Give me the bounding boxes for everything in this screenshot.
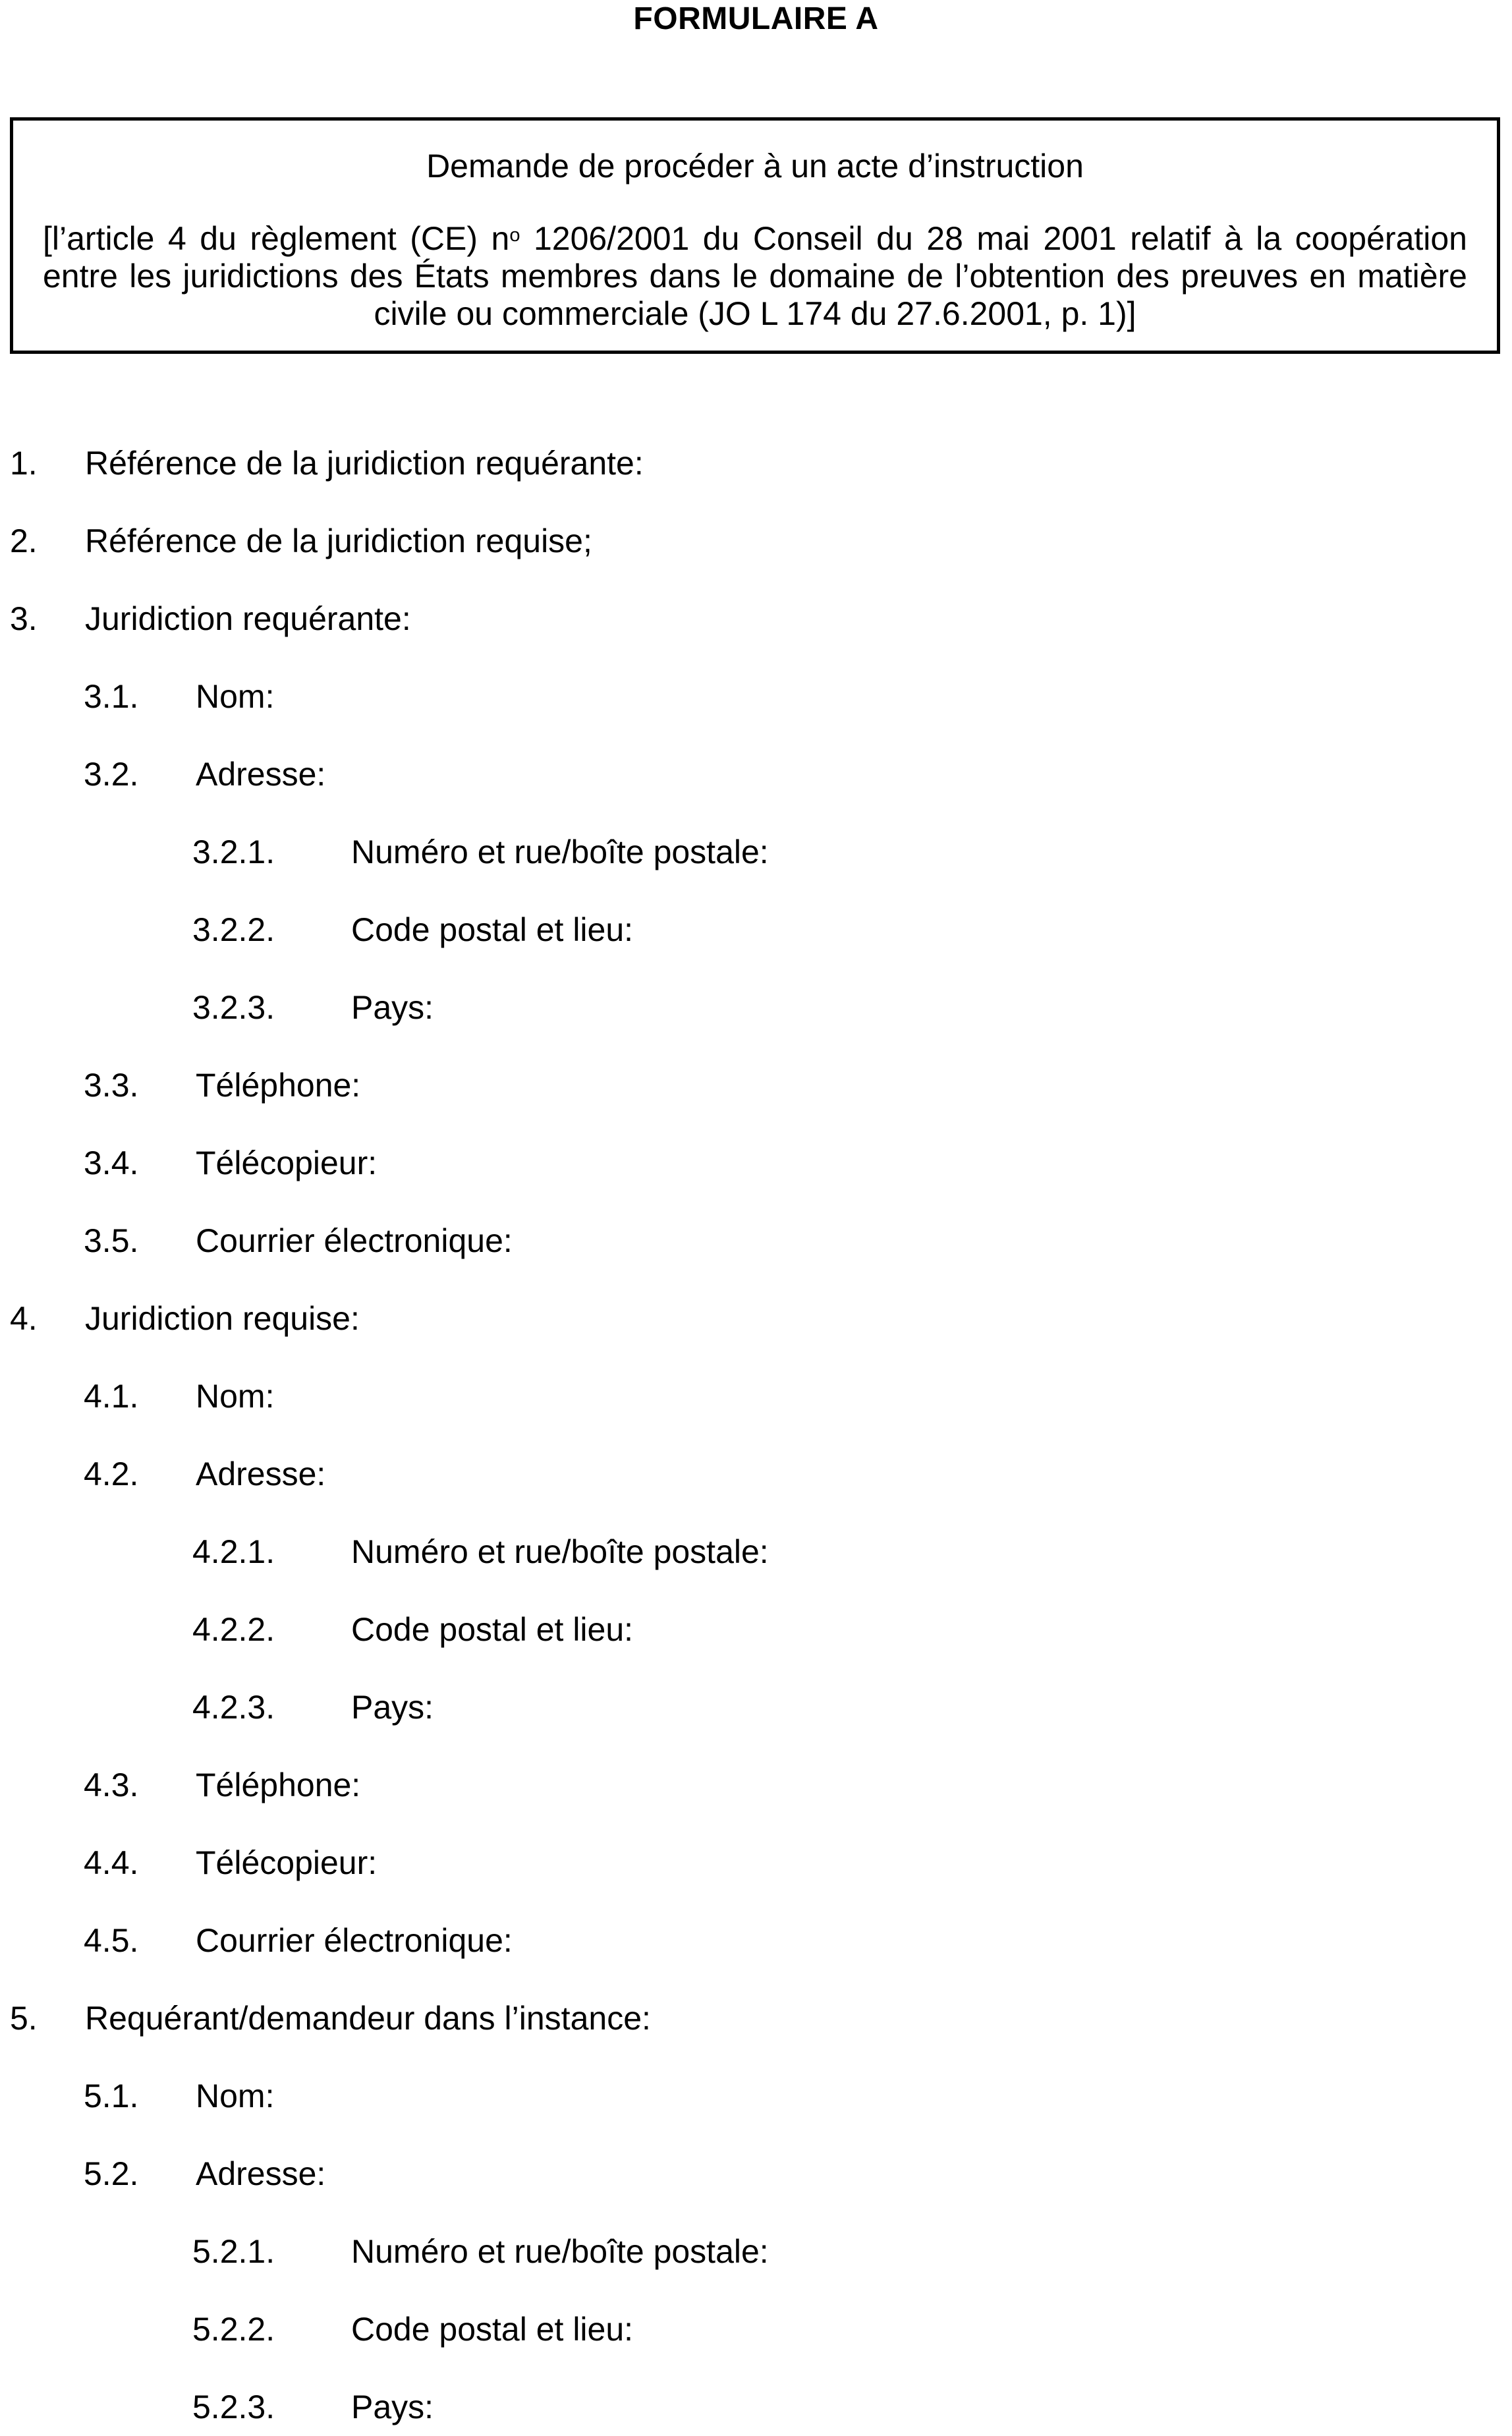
item-number: 5.2.1. xyxy=(192,2233,275,2270)
form-item xyxy=(0,1301,1512,1336)
item-label: Numéro et rue/boîte postale: xyxy=(351,1533,769,1570)
reference-text: [l’article 4 du règlement (CE) n xyxy=(43,220,510,257)
item-number: 4.1. xyxy=(84,1378,139,1415)
form-item xyxy=(0,913,1512,947)
form-item xyxy=(0,2079,1512,2113)
form-item xyxy=(0,1768,1512,1802)
form-item xyxy=(0,524,1512,558)
item-label: Juridiction requérante: xyxy=(85,600,411,637)
form-item xyxy=(0,446,1512,480)
item-label: Référence de la juridiction requérante: xyxy=(85,445,644,482)
reference-text: civile ou commerciale (JO L 174 du 27.6.2001, p. 1)] xyxy=(374,295,1136,332)
item-number: 3.2.3. xyxy=(192,989,275,1026)
item-number: 3.3. xyxy=(84,1067,139,1104)
item-label: Adresse: xyxy=(196,1456,326,1492)
superscript-ordinal: o xyxy=(509,224,520,246)
item-number: 4.5. xyxy=(84,1922,139,1959)
item-label: Numéro et rue/boîte postale: xyxy=(351,834,769,870)
item-label: Pays: xyxy=(351,2389,434,2425)
form-item xyxy=(0,2001,1512,2035)
item-number: 5.1. xyxy=(84,2078,139,2114)
item-number: 4.3. xyxy=(84,1767,139,1803)
item-number: 2. xyxy=(10,523,38,559)
form-item xyxy=(0,2157,1512,2191)
item-label: Téléphone: xyxy=(196,1767,361,1803)
item-number: 3.4. xyxy=(84,1145,139,1181)
form-item xyxy=(0,1690,1512,1724)
form-item xyxy=(0,679,1512,714)
regulation-reference-line xyxy=(43,258,1467,295)
form-item xyxy=(0,1146,1512,1180)
item-number: 3.1. xyxy=(84,678,139,715)
item-number: 4.4. xyxy=(84,1844,139,1881)
item-label: Pays: xyxy=(351,989,434,1026)
regulation-reference-line xyxy=(43,220,1467,258)
item-number: 3.5. xyxy=(84,1222,139,1259)
item-number: 3. xyxy=(10,600,38,637)
item-number: 4.2.3. xyxy=(192,1689,275,1726)
item-label: Adresse: xyxy=(196,2155,326,2192)
form-item xyxy=(0,835,1512,869)
item-number: 5.2. xyxy=(84,2155,139,2192)
form-subject: Demande de procéder à un acte d’instruction xyxy=(426,148,1084,184)
item-label: Numéro et rue/boîte postale: xyxy=(351,2233,769,2270)
form-item xyxy=(0,2312,1512,2346)
form-item xyxy=(0,1068,1512,1102)
item-label: Nom: xyxy=(196,678,275,715)
item-label: Adresse: xyxy=(196,756,326,793)
item-number: 3.2.2. xyxy=(192,911,275,948)
form-item xyxy=(0,1846,1512,1880)
item-number: 3.2. xyxy=(84,756,139,793)
item-label: Juridiction requise: xyxy=(85,1300,360,1337)
form-item xyxy=(0,1224,1512,1258)
form-title: FORMULAIRE A xyxy=(633,1,879,36)
item-number: 3.2.1. xyxy=(192,834,275,870)
form-item xyxy=(0,757,1512,791)
item-number: 4. xyxy=(10,1300,38,1337)
item-label: Pays: xyxy=(351,1689,434,1726)
item-number: 5.2.2. xyxy=(192,2311,275,2348)
item-label: Courrier électronique: xyxy=(196,1922,513,1959)
item-label: Télécopieur: xyxy=(196,1844,378,1881)
regulation-reference xyxy=(43,220,1467,333)
item-label: Téléphone: xyxy=(196,1067,361,1104)
item-label: Télécopieur: xyxy=(196,1145,378,1181)
item-number: 4.2. xyxy=(84,1456,139,1492)
item-number: 4.2.2. xyxy=(192,1611,275,1648)
form-items xyxy=(0,446,1512,2436)
form-item xyxy=(0,1535,1512,1569)
item-number: 4.2.1. xyxy=(192,1533,275,1570)
form-item xyxy=(0,990,1512,1025)
form-item xyxy=(0,1612,1512,1647)
form-item xyxy=(0,2234,1512,2269)
item-label: Code postal et lieu: xyxy=(351,1611,634,1648)
item-number: 5. xyxy=(10,2000,38,2037)
form-item xyxy=(0,602,1512,636)
reference-text: entre les juridictions des États membres dans le domaine de l’obtention des preuves en matière xyxy=(43,258,1467,295)
item-label: Requérant/demandeur dans l’instance: xyxy=(85,2000,651,2037)
item-label: Nom: xyxy=(196,1378,275,1415)
item-label: Courrier électronique: xyxy=(196,1222,513,1259)
item-label: Référence de la juridiction requise; xyxy=(85,523,592,559)
regulation-reference-line xyxy=(43,295,1467,333)
item-label: Nom: xyxy=(196,2078,275,2114)
form-item xyxy=(0,1457,1512,1491)
item-label: Code postal et lieu: xyxy=(351,911,634,948)
item-number: 1. xyxy=(10,445,38,482)
form-item xyxy=(0,1379,1512,1413)
form-item xyxy=(0,1923,1512,1958)
reference-text: 1206/2001 du Conseil du 28 mai 2001 relatif à la coopération xyxy=(520,220,1467,257)
item-number: 5.2.3. xyxy=(192,2389,275,2425)
form-item xyxy=(0,2390,1512,2424)
item-label: Code postal et lieu: xyxy=(351,2311,634,2348)
header-box xyxy=(10,117,1500,354)
